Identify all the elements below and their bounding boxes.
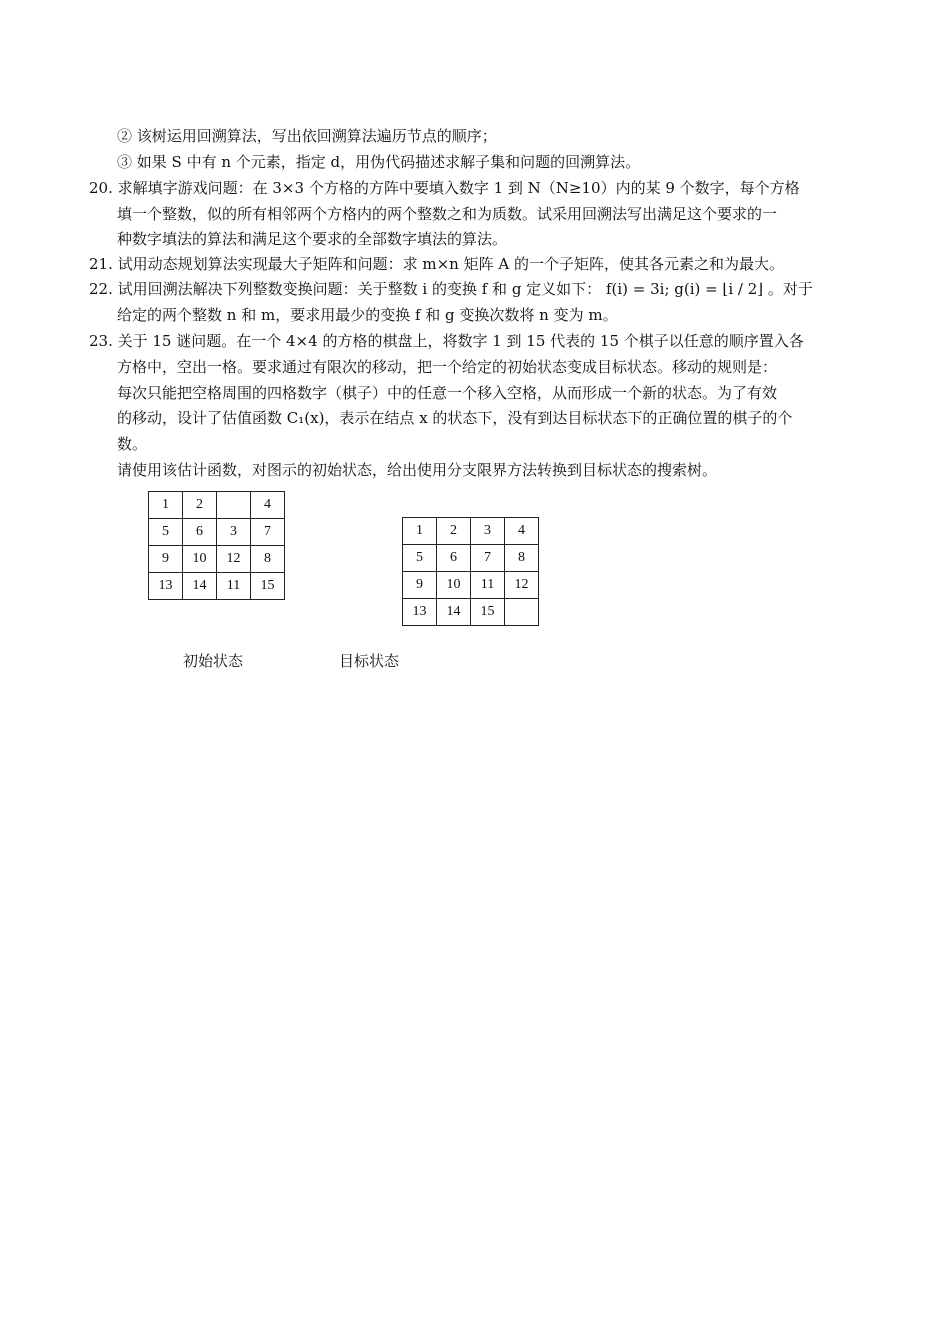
line-1: ② 该树运用回溯算法，写出依回溯算法遍历节点的顺序；: [117, 127, 497, 145]
initial-grid-cell: 2: [183, 492, 217, 519]
target-grid-cell: 7: [471, 545, 505, 572]
target-state-grid: [402, 517, 539, 626]
initial-grid-cell: 7: [251, 519, 285, 546]
line-3: 20. 求解填字游戏问题：在 3×3 个方格的方阵中要填入数字 1 到 N（N≥10）内的某 9 个数字，每个方格: [89, 179, 800, 197]
initial-grid-cell: 8: [251, 546, 285, 573]
target-grid-cell: 13: [403, 599, 437, 626]
line-6: 21. 试用动态规划算法实现最大子矩阵和问题：求 m×n 矩阵 A 的一个子矩阵，使其各元素之和为最大。: [89, 255, 784, 273]
line-10: 方格中，空出一格。要求通过有限次的移动，把一个给定的初始状态变成目标状态。移动的规则是：: [117, 358, 778, 376]
target-grid-cell: 12: [505, 572, 539, 599]
target-grid-cell: 14: [437, 599, 471, 626]
line-13: 数。: [117, 435, 148, 453]
initial-grid-cell: 1: [149, 492, 183, 519]
target-grid-cell: 8: [505, 545, 539, 572]
initial-grid-row: [149, 492, 285, 519]
target-grid-row: [403, 545, 539, 572]
target-grid-cell: 1: [403, 518, 437, 545]
target-grid-cell: 11: [471, 572, 505, 599]
target-grid-cell: 15: [471, 599, 505, 626]
line-9: 23. 关于 15 谜问题。在一个 4×4 的方格的棋盘上，将数字 1 到 15 代表的 15 个棋子以任意的顺序置入各: [89, 332, 804, 350]
line-2: ③ 如果 S 中有 n 个元素，指定 d，用伪代码描述求解子集和问题的回溯算法。: [117, 153, 641, 171]
initial-grid-row: [149, 546, 285, 573]
initial-grid-cell: 4: [251, 492, 285, 519]
initial-grid-cell: 5: [149, 519, 183, 546]
target-grid-row: [403, 518, 539, 545]
initial-grid-row: [149, 573, 285, 600]
line-12: 的移动，设计了估值函数 C₁(x)，表示在结点 x 的状态下，没有到达目标状态下的正确位置的棋子的个: [117, 409, 793, 427]
line-5: 种数字填法的算法和满足这个要求的全部数字填法的算法。: [117, 230, 508, 248]
initial-grid-cell: 12: [217, 546, 251, 573]
target-grid-cell: 3: [471, 518, 505, 545]
target-grid-cell: [505, 599, 539, 626]
target-grid-cell: 6: [437, 545, 471, 572]
line-8: 给定的两个整数 n 和 m，要求用最少的变换 f 和 g 变换次数将 n 变为 m。: [117, 306, 618, 324]
line-7: 22. 试用回溯法解决下列整数变换问题：关于整数 i 的变换 f 和 g 定义如下： f(i) = 3i; g(i) = ⌊i / 2⌋ 。对于: [89, 280, 813, 298]
target-grid-cell: 9: [403, 572, 437, 599]
initial-grid-cell: 9: [149, 546, 183, 573]
line-4: 填一个整数，似的所有相邻两个方格内的两个整数之和为质数。试采用回溯法写出满足这个要求的一: [117, 205, 778, 223]
initial-grid-cell: 6: [183, 519, 217, 546]
initial-state-grid: [148, 491, 285, 600]
target-grid-cell: 5: [403, 545, 437, 572]
target-state-caption: 目标状态: [339, 652, 400, 670]
target-grid-row: [403, 572, 539, 599]
initial-grid-cell: 14: [183, 573, 217, 600]
initial-grid-cell: 15: [251, 573, 285, 600]
target-grid-cell: 2: [437, 518, 471, 545]
target-grid-row: [403, 599, 539, 626]
initial-grid-cell: 11: [217, 573, 251, 600]
initial-grid-cell: 3: [217, 519, 251, 546]
initial-grid-cell: [217, 492, 251, 519]
initial-grid-cell: 13: [149, 573, 183, 600]
target-grid-cell: 10: [437, 572, 471, 599]
target-grid-cell: 4: [505, 518, 539, 545]
line-14: 请使用该估计函数，对图示的初始状态，给出使用分支限界方法转换到目标状态的搜索树。: [117, 461, 718, 479]
initial-grid-row: [149, 519, 285, 546]
initial-state-caption: 初始状态: [183, 652, 244, 670]
initial-grid-cell: 10: [183, 546, 217, 573]
line-11: 每次只能把空格周围的四格数字（棋子）中的任意一个移入空格，从而形成一个新的状态。为了有效: [117, 384, 778, 402]
